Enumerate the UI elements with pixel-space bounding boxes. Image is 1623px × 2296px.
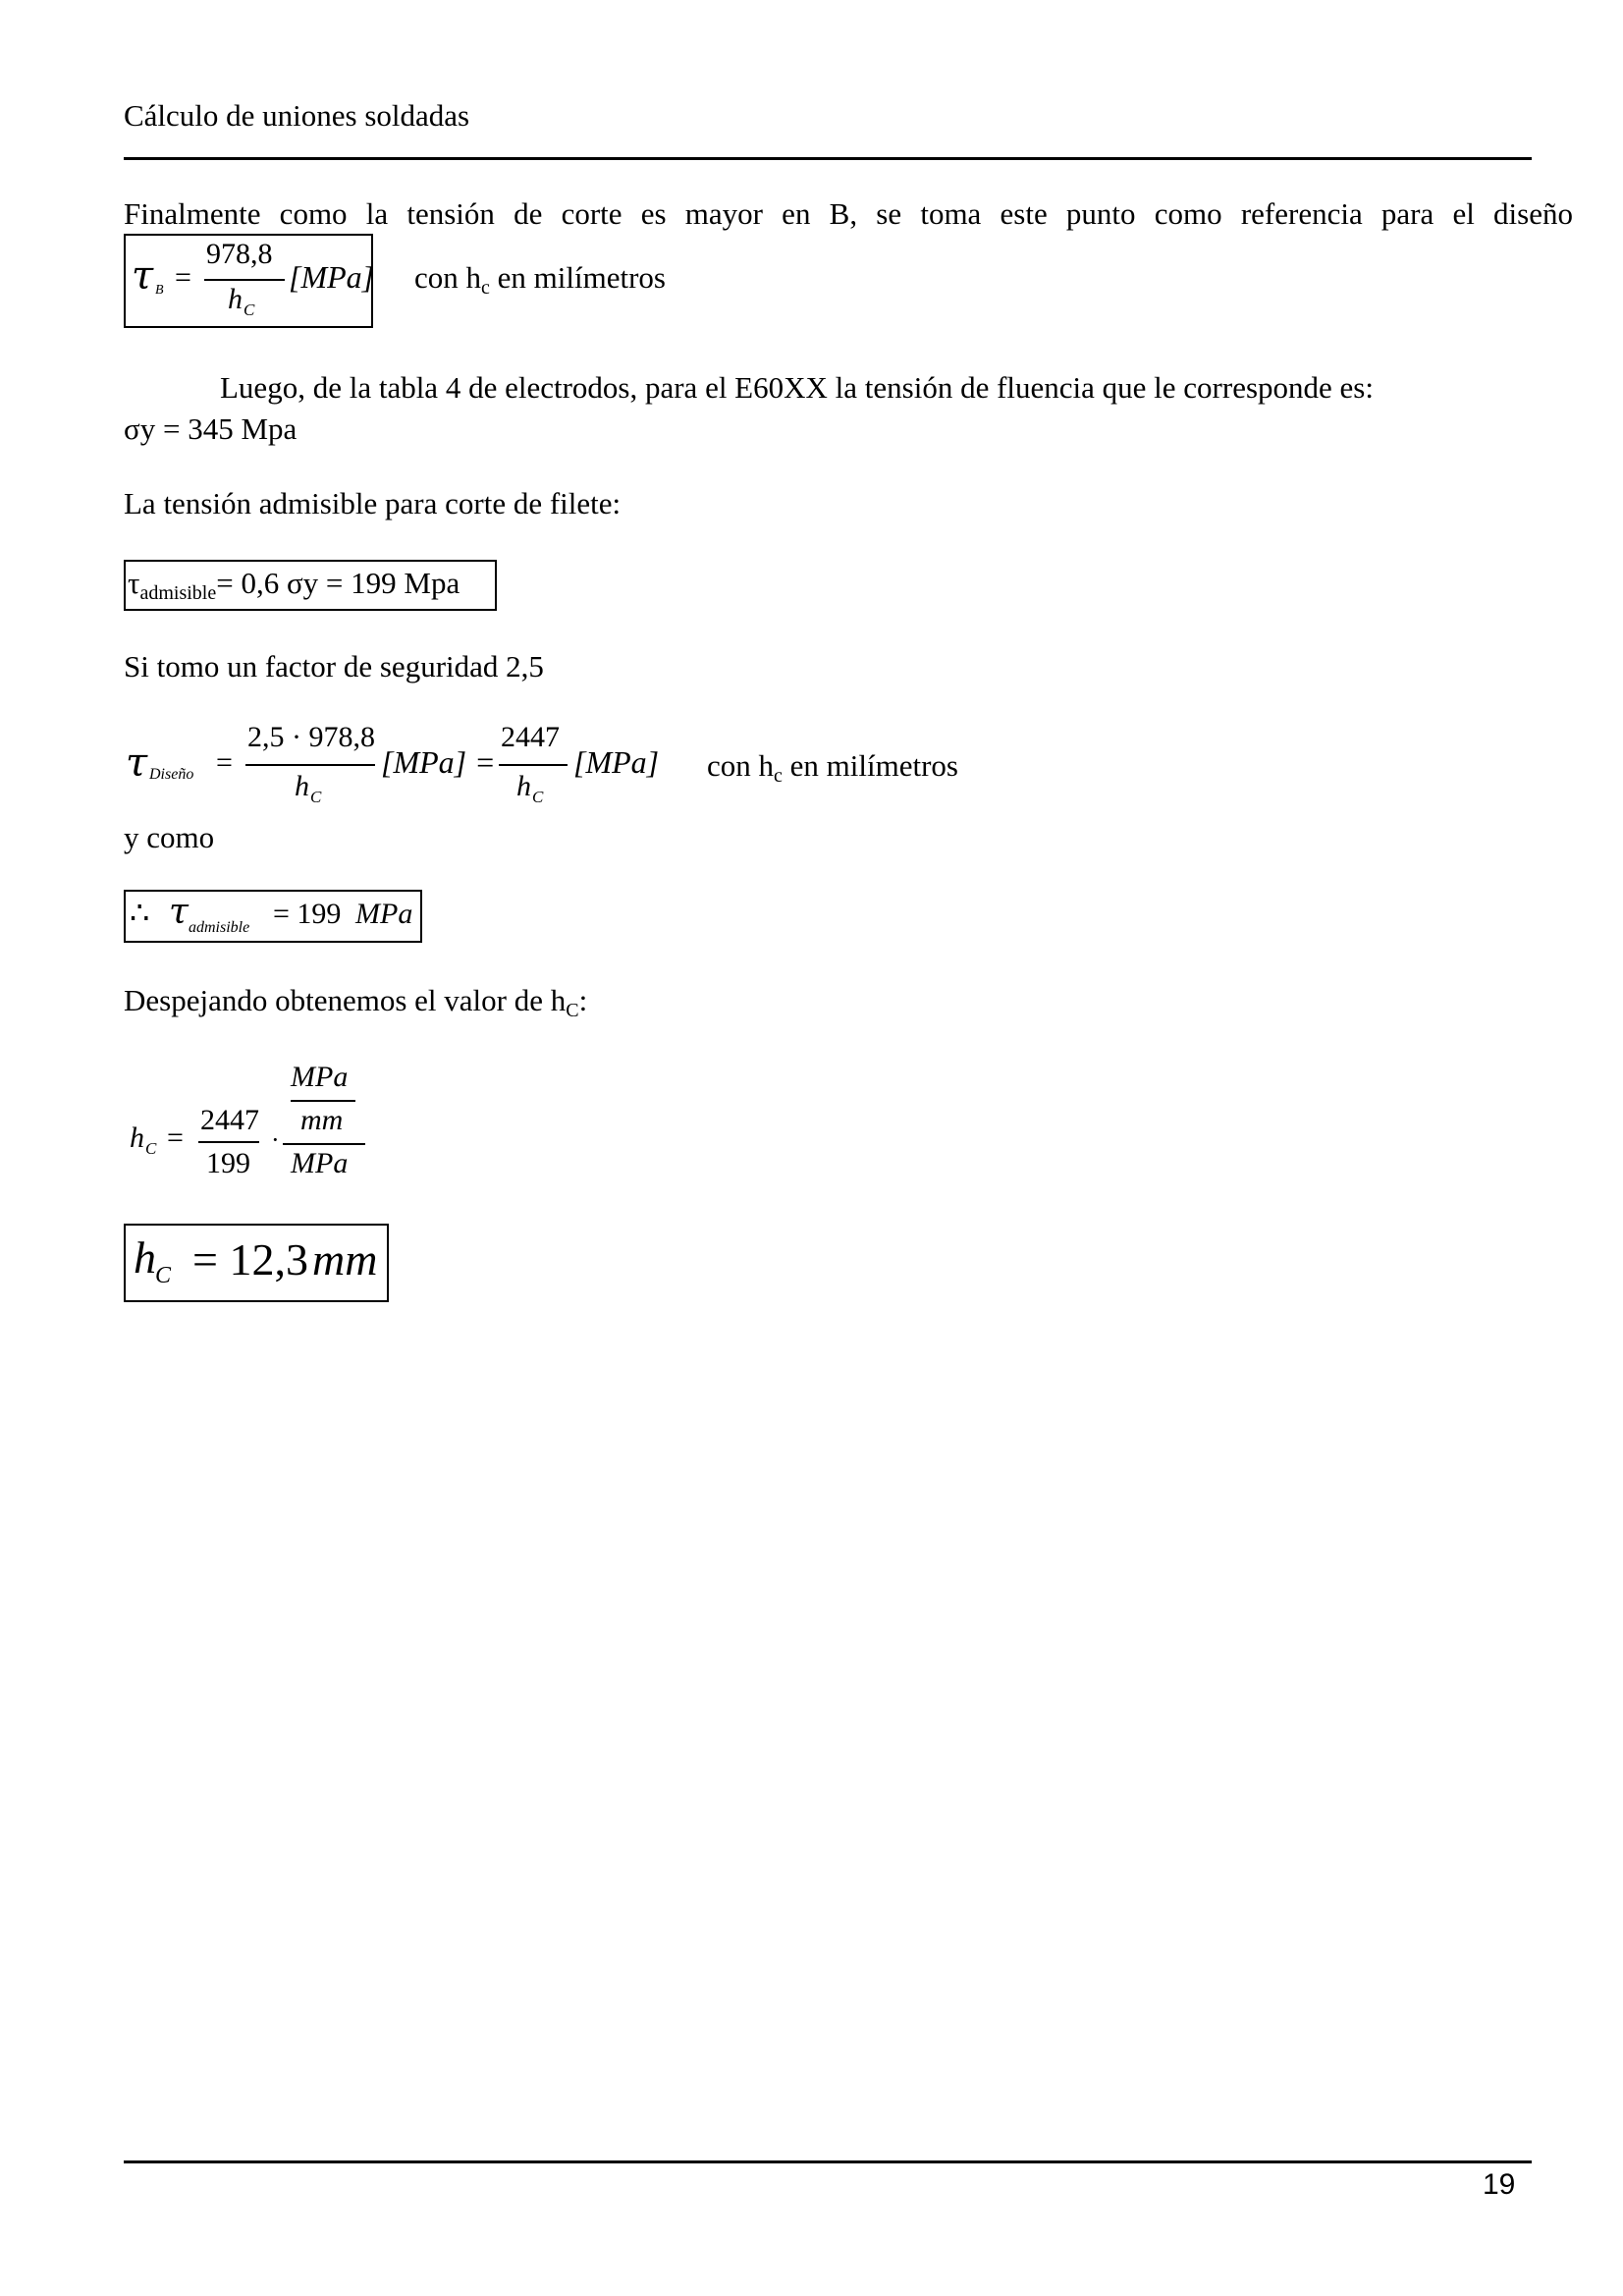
multiply-dot: · [271,1125,280,1154]
tau-subscript: admisible [189,919,250,936]
fraction-denominator-sub: C [243,301,255,319]
tau-subscript: Diseño [149,766,194,783]
tau-symbol: τ [132,253,154,299]
fraction-bar [204,279,285,281]
lhs-sub: C [145,1139,157,1158]
equation-note: con $h_c$ en milímetros [707,748,958,787]
page-number: 19 [1483,2168,1516,2201]
tau-symbol: τ [169,892,189,932]
unit-mpa: [MPa] = [381,744,496,780]
lhs-h: h [130,1121,144,1154]
equation-solve-hc [124,1061,418,1188]
footer-rule [124,2160,1532,2163]
equation-admissible-box [124,560,497,611]
fraction-denominator-2: h [516,770,531,802]
result-h: h [134,1232,156,1283]
tau-symbol: τ [126,740,148,786]
unit-bar-top [291,1100,355,1102]
unit-mpa: [MPa] [289,259,375,295]
equation-therefore-box [124,890,422,943]
yield-stress: σy = 345 Mpa [124,411,298,446]
tau-subscript: B [155,283,164,298]
result-sub: C [155,1263,172,1288]
admissible-expression: $\tau_{admisible}= 0,6$ σy = 199 Mpa [128,566,460,604]
therefore-symbol: ∴ [130,895,150,930]
fraction-numerator: 978,8 [206,238,273,270]
paragraph-intro: Finalmente como la tensión de corte es mayor en B, se toma este punto como referencia para el diseño [124,196,1573,231]
result-value: = 12,3 [192,1234,308,1285]
fraction-numerator: 2,5 · 978,8 [247,721,375,753]
unit-bottom: MPa [291,1147,349,1179]
paragraph-safety-factor: Si tomo un factor de seguridad 2,5 [124,649,544,683]
paragraph-admissible: La tensión admisible para corte de filete: [124,486,622,520]
fraction-bar [198,1141,259,1143]
fraction-denominator-sub-2: C [532,788,544,806]
fraction-denominator: 199 [206,1147,250,1179]
result-unit: mm [312,1234,378,1285]
fraction-bar-2 [499,764,568,766]
fraction-denominator: h [295,770,309,802]
equals-sign: = [216,746,233,779]
fraction-numerator: 2447 [200,1104,259,1136]
equation-note: con $h_c$ en milímetros [414,260,666,299]
result-box [124,1224,389,1302]
unit-mpa: MPa [355,898,413,930]
paragraph-and-as: y como [124,820,215,854]
equation-tau-b-box [124,234,373,328]
unit-top: MPa [291,1061,349,1093]
fraction-numerator-2: 2447 [501,721,560,753]
admissible-value: = 199 [273,898,342,930]
equals-sign: = [175,261,191,294]
header-rule [124,157,1532,160]
fraction-denominator-sub: C [310,788,322,806]
running-header: Cálculo de uniones soldadas [124,98,470,133]
unit-mid: mm [300,1104,344,1136]
fraction-bar [245,764,375,766]
unit-mpa-2: [MPa] [573,744,660,780]
equals-sign: = [167,1121,184,1154]
equation-design-stress [124,721,1007,819]
paragraph-solve: Despejando obtenemos el valor de $h_C$: [124,983,588,1021]
unit-bar-main [283,1143,365,1145]
paragraph-electrode: Luego, de la tabla 4 de electrodos, para el E60XX la tensión de fluencia que le corresponde es: [220,370,1374,405]
fraction-denominator: h [228,283,243,315]
